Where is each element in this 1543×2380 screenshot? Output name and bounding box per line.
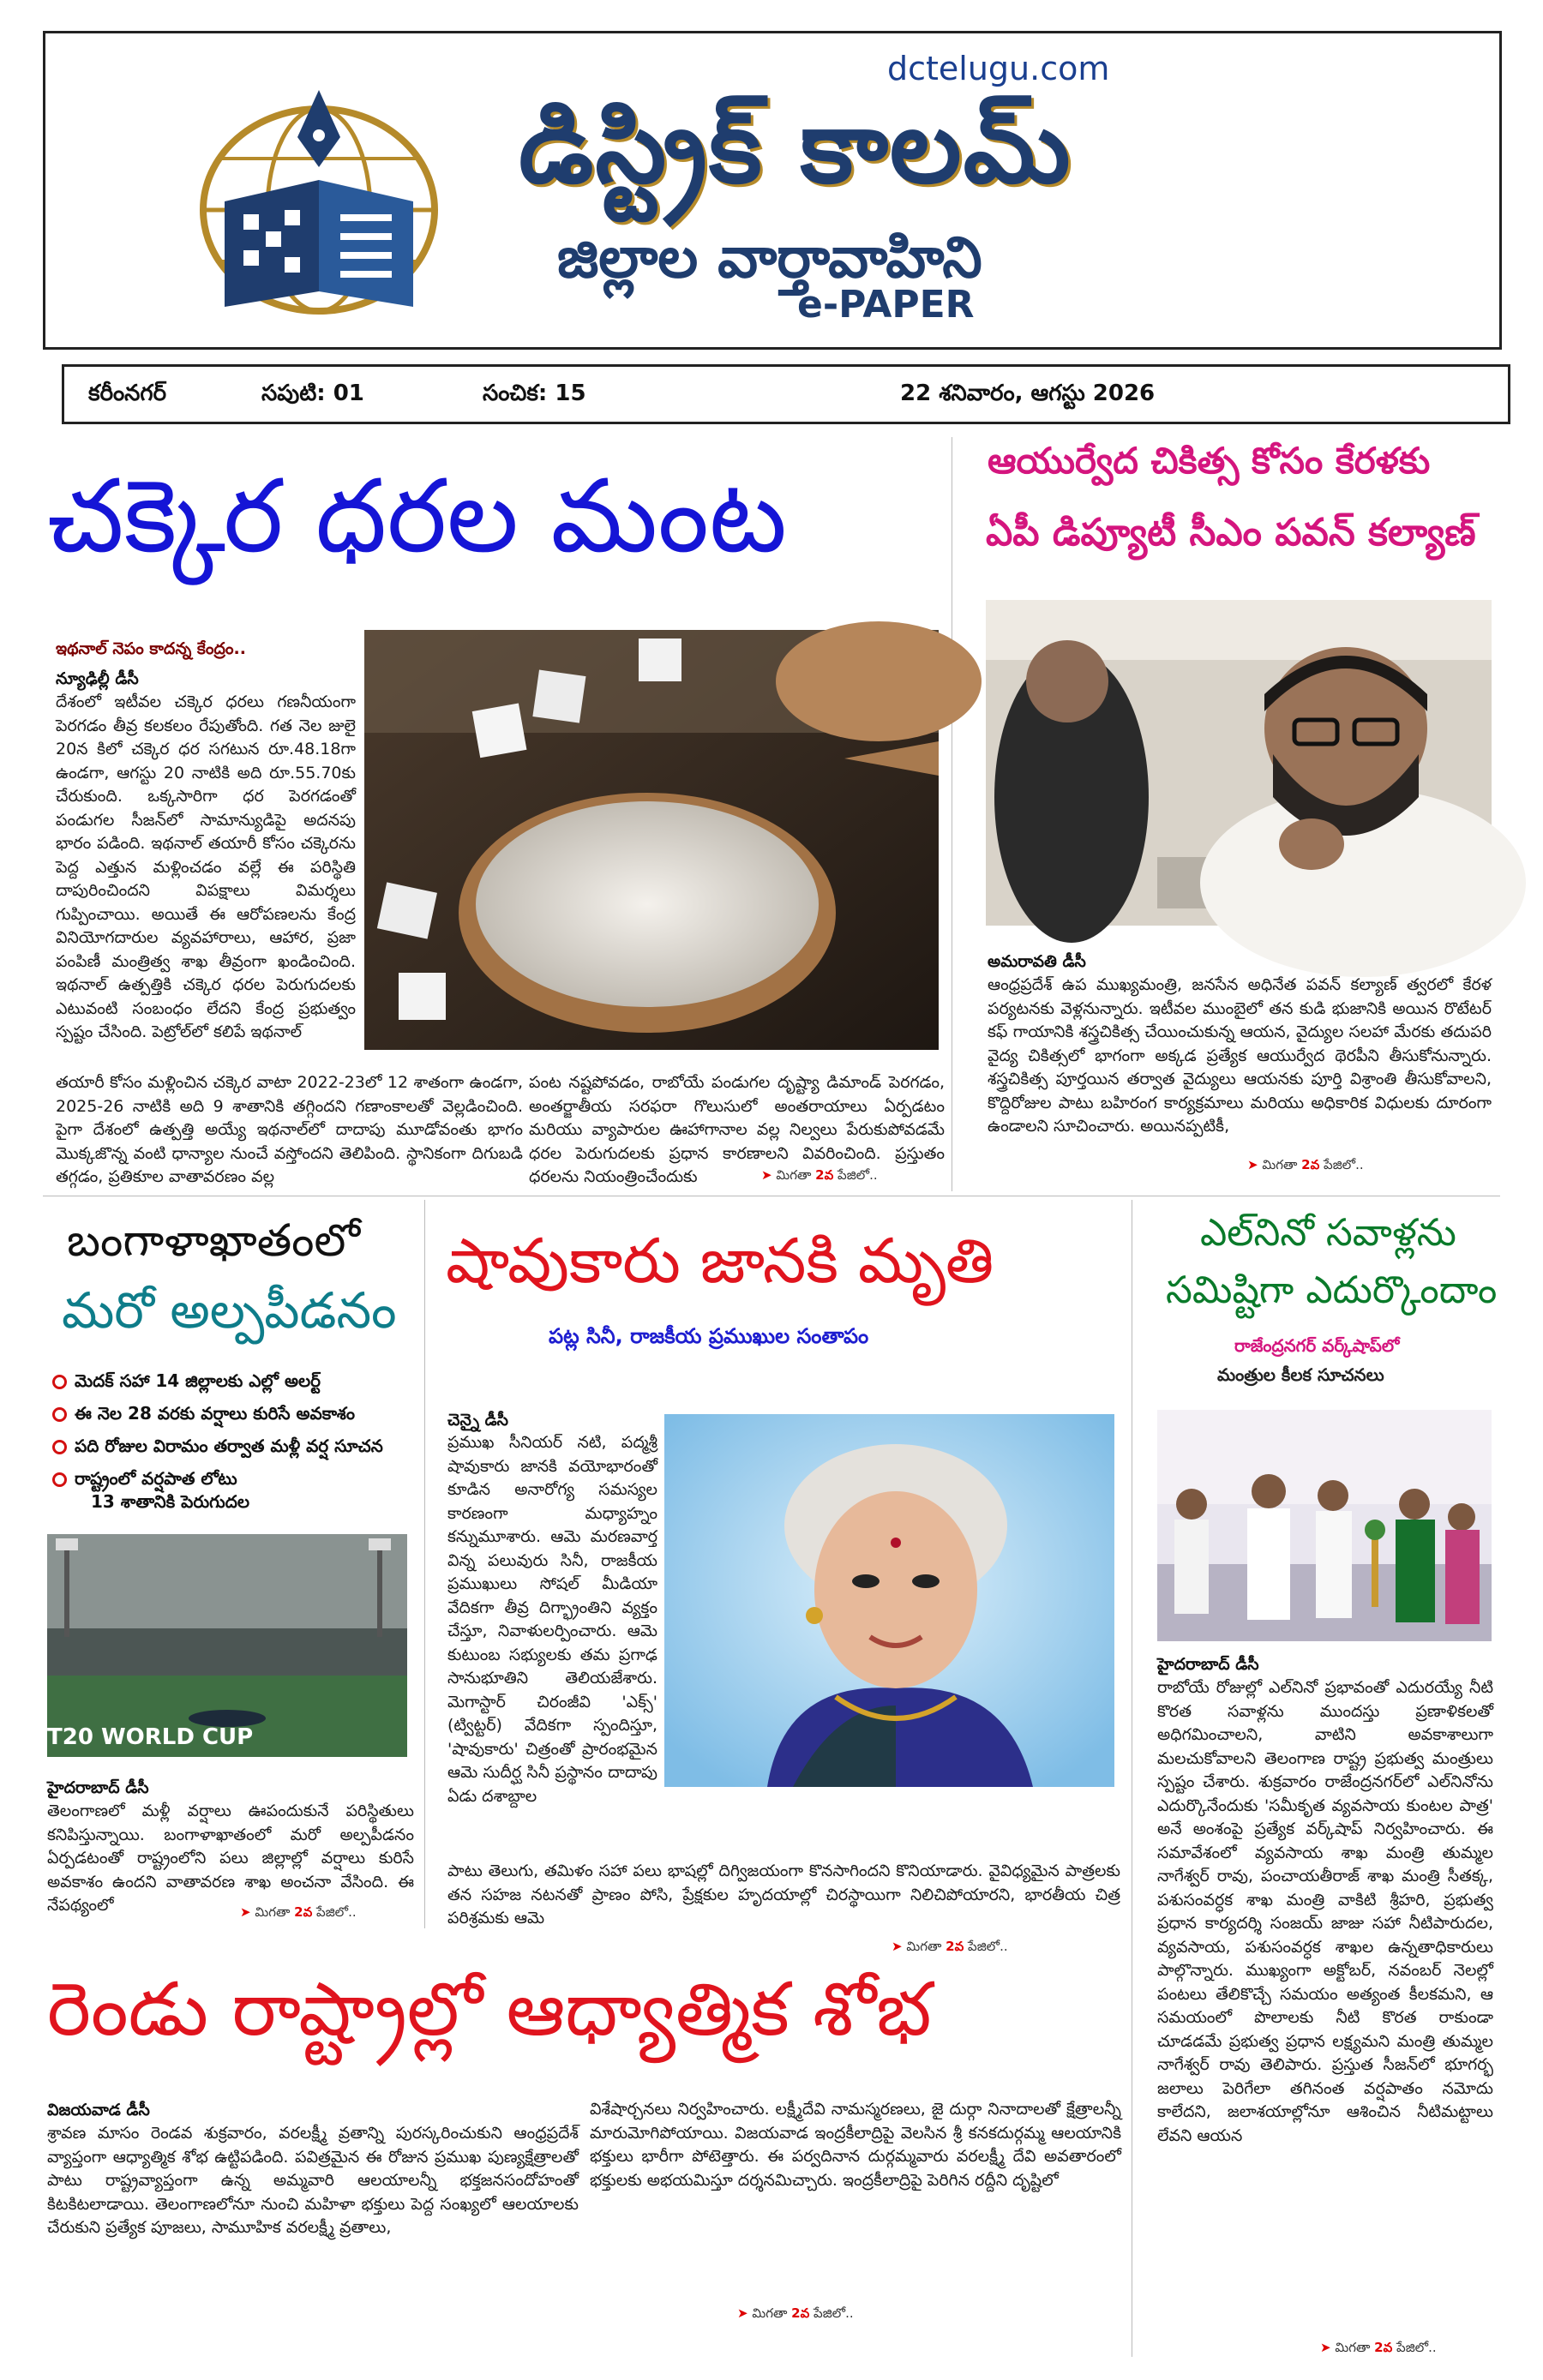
elnino-headline-line1: ఎల్‌నినో సవాళ్లను <box>1200 1211 1456 1255</box>
pawan-kalyan-photo <box>986 600 1492 926</box>
arrow-icon: ➤ <box>240 1904 251 1920</box>
sugar-body-left: దేశంలో ఇటీవల చక్కెర ధరలు గణనీయంగా పెరగడం తీవ్ర కలకలం రేపుతోంది. గత నెల జులై 20న కిలో చక్కెర ధర సగటున రూ.48.18గా ఉండగా, ఆగస్టు 20 నాటికి అది రూ.55.70కు చేరుకుంది. ఒక్కసారిగా ధర పెరగడంతో పండుగల సీజన్‌లో సామాన్యుడిపై అదనపు భారం పడింది. ఇథనాల్ తయారీ కోసం చక్కెరను పెద్ద ఎత్తున మళ్లించడం వల్లే ఈ పరిస్థితి దాపురించిందని విపక్షాలు విమర్శలు గుప్పించాయి. అయితే ఈ ఆరోపణలను కేంద్ర వినియోగదారుల వ్యవహారాలు, ఆహార, ప్రజా పంపిణీ మంత్రిత్వ శాఖ తీవ్రంగా ఖండించింది. ఇథనాల్ ఉత్పత్తికి చక్కెర ధరల పెరుగుదలకు ఎటువంటి సంబంధం లేదని కేంద్ర ప్రభుత్వం స్పష్టం చేసింది. పెట్రోల్‌లో కలిపే ఇథనాల్ <box>56 692 356 1041</box>
arrow-icon: ➤ <box>761 1167 772 1183</box>
bay-bullet-list <box>47 1364 424 1495</box>
pawan-dateline: అమరావతి డీసీ <box>988 952 1086 971</box>
stadium-rain-photo <box>47 1534 407 1757</box>
shavukaru-janaki-portrait-photo <box>664 1414 1114 1787</box>
janaki-headline: షావుకారు జానకి మృతి <box>446 1225 994 1297</box>
bay-bullet: మెదక్ సహా 14 జిల్లాలకు ఎల్లో అలర్ట్ <box>47 1364 424 1397</box>
pawan-headline-line2: ఏపీ డిప్యూటీ సీఎం పవన్ కల్యాణ్ <box>986 511 1476 555</box>
pawan-headline-line1: ఆయుర్వేద చికిత్స కోసం కేరళకు <box>988 440 1431 482</box>
sugar-spoon-photo <box>364 630 939 1050</box>
sugar-kicker: ఇథనాల్ నెపం కాదన్న కేంద్రం.. <box>56 639 246 658</box>
spiritual-headline: రెండు రాష్ట్రాల్లో ఆధ్యాత్మిక శోభ <box>47 1967 932 2053</box>
janaki-subhead: పట్ల సినీ, రాజకీయ ప్రముఖుల సంతాపం <box>549 1324 869 1348</box>
sugar-headline: చక్కెర ధరల మంట <box>47 457 788 575</box>
brand-title: డిస్ట్రిక్ కాలమ్ <box>519 87 1072 206</box>
elnino-continued[interactable]: ➤ మిగతా 2వ పేజిలో.. <box>1320 2340 1437 2355</box>
issue-number: సంచిక: 15 <box>483 381 586 406</box>
bay-headline-line2: మరో అల్పపీడనం <box>62 1281 397 1340</box>
arrow-icon: ➤ <box>1320 2340 1331 2355</box>
sugar-continued[interactable]: ➤ మిగతా 2వ పేజిలో.. <box>761 1167 878 1183</box>
sugar-dateline: న్యూఢిల్లీ డీసీ <box>56 669 139 688</box>
spiritual-dateline: విజయవాడ డీసీ <box>47 2101 150 2119</box>
janaki-body-side: ప్రముఖ సీనియర్ నటి, పద్మశ్రీ షావుకారు జానకి వయోభారంతో కూడిన అనారోగ్య సమస్యల కారణంగా మధ్యాహ్నం కన్నుమూశారు. ఆమె మరణవార్త విన్న పలువురు సినీ, రాజకీయ ప్రముఖులు సోషల్ మీడియా వేదికగా తీవ్ర దిగ్భ్రాంతిని వ్యక్తం చేస్తూ, నివాళులర్పించారు. ఆమె కుటుంబ సభ్యులకు తమ ప్రగాఢ సానుభూతిని తెలియజేశారు. మెగాస్టార్ చిరంజీవి 'ఎక్స్' (ట్విట్టర్) వేదికగా స్పందిస్తూ, 'షావుకారు' చిత్రంతో ప్రారంభమైన ఆమె సుదీర్ఘ సినీ ప్రస్థానం దాదాపు ఏడు దశాబ్దాల <box>447 1433 657 1806</box>
arrow-icon: ➤ <box>1247 1157 1258 1172</box>
bay-bullet: పది రోజుల విరామం తర్వాత మళ్లీ వర్ష సూచన <box>47 1430 424 1462</box>
workshop-ministers-photo <box>1157 1410 1492 1641</box>
column-divider <box>424 1200 425 1928</box>
elnino-subhead-line1: రాజేంద్రనగర్ వర్క్‌షాప్‌లో <box>1234 1335 1400 1356</box>
elnino-body: రాబోయే రోజుల్లో ఎల్‌నినో ప్రభావంతో ఎదురయ్యే నీటి కొరత సవాళ్లను ముందస్తు ప్రణాళికలతో అధిగమించాలని, వాటిని అవకాశాలుగా మలచుకోవాలని తెలంగాణ రాష్ట్ర ప్రభుత్వ మంత్రులు స్పష్టం చేశారు. శుక్రవారం రాజేంద్రనగర్‌లో ఎల్‌నినోను ఎదుర్కొనేందుకు 'సమీకృత వ్యవసాయ కుంటల పాత్ర' అనే అంశంపై ప్రత్యేక వర్క్‌షాప్ నిర్వహించారు. ఈ సమావేశంలో వ్యవసాయ శాఖ మంత్రి తుమ్మల నాగేశ్వర్ రావు, పంచాయతీరాజ్ శాఖ మంత్రి సీతక్క, పశుసంవర్ధక శాఖ మంత్రి వాకిటి శ్రీహరి, ప్రభుత్వ ప్రధాన కార్యదర్శి సంజయ్ జాజు సహా నీటిపారుదల, వ్యవసాయ, పశుసంవర్ధక శాఖల ఉన్నతాధికారులు పాల్గొన్నారు. ముఖ్యంగా అక్టోబర్, నవంబర్ నెలల్లో పంటలు తేలికొచ్చే సమయం అత్యంత కీలకమని, ఆ సమయంలో పొలాలకు నీటి కొరత రాకుండా చూడడమే ప్రభుత్వ ప్రధాన లక్ష్యమని మంత్రి తుమ్మల నాగేశ్వర్ రావు తెలిపారు. ప్రస్తుత సీజన్‌లో భూగర్భ జలాలు పెరిగేలా తగినంత వర్షపాతం నమోదు కాలేదని, జలాశయాల్లోనూ ఆశించిన నీటిమట్టాలు లేవని ఆయన <box>1157 1678 1493 2145</box>
bay-dateline: హైదరాబాద్ డీసీ <box>47 1778 149 1797</box>
site-url[interactable]: dctelugu.com <box>887 50 1110 87</box>
issue-date: 22 శనివారం, ఆగస్టు 2026 <box>900 381 1156 406</box>
volume-number: సపుటి: 01 <box>261 381 364 406</box>
bay-headline-line1: బంగాళాఖాతంలో <box>67 1215 361 1267</box>
bay-bullet-extra: 13 శాతానికి పెరుగుదల <box>91 1491 249 1512</box>
janaki-body-bottom: పాటు తెలుగు, తమిళం సహా పలు భాషల్లో దిగ్విజయంగా కొనసాగిందని కొనియాడారు. వైవిధ్యమైన పాత్రలకు తన సహజ నటనతో ప్రాణం పోసి, ప్రేక్షకుల హృదయాల్లో చిరస్థాయిగా నిలిచిపోయారని, భారతీయ చిత్ర పరిశ్రమకు ఆమె <box>447 1861 1120 1927</box>
elnino-headline-line2: సమిష్టిగా ఎదుర్కొందాం <box>1166 1268 1498 1312</box>
spiritual-body-right: విశేషార్చనలు నిర్వహించారు. లక్ష్మీదేవి నామస్మరణలు, జై దుర్గా నినాదాలతో క్షేత్రాలన్నీ మారుమోగిపోయాయి. విజయవాడ ఇంద్రకీలాద్రిపై వెలసిన శ్రీ కనకదుర్గమ్మ ఆలయానికి భక్తులు భారీగా పోటెత్తారు. ఈ పర్వదినాన దుర్గమ్మవారు వరలక్ష్మీ దేవి అవతారంలో భక్తులకు అభయమిస్తూ దర్శనమిచ్చారు. ఇంద్రకీలాద్రిపై పెరిగిన రద్దీని దృష్టిలో <box>590 2100 1121 2190</box>
bay-continued[interactable]: ➤ మిగతా 2వ పేజిలో.. <box>240 1904 357 1920</box>
arrow-icon: ➤ <box>892 1939 903 1954</box>
sugar-body-bottom-left: తయారీ కోసం మళ్లించిన చక్కెర వాటా 2022-23లో 12 శాతంగా ఉండగా, 2025-26 నాటికి అది 9 శాతానికి తగ్గిందని గణాంకాలతో వెల్లడించింది. పైగా దేశంలో ఉత్పత్తి అయ్యే ఇథనాల్‌లో దాదాపు మూడోవంతు భాగం మొక్కజొన్న వంటి ధాన్యాల నుంచే వస్తోందని తెలిపింది. స్థానికంగా దిగుబడి తగ్గడం, ప్రతికూల వాతావరణం వల్ల <box>56 1073 523 1186</box>
issue-info-bar <box>62 364 1510 424</box>
logo-globe-book-pen-icon <box>190 86 447 317</box>
stadium-illustration <box>47 1534 407 1757</box>
sugar-body-bottom-right: పంట నష్టపోవడం, రాబోయే పండుగల దృష్ట్యా డిమాండ్ పెరగడం, అంతర్జాతీయ సరఫరా గొలుసులో అంతరాయాలు ఏర్పడటం మరియు వ్యాపారుల ఊహాగానాల వల్ల నిల్వలు పేరుకుపోవడమే ధరల పెరుగుదలకు ప్రధాన కారణాలని వివరించింది. ప్రస్తుతం ధరలను నియంత్రించేందుకు <box>529 1073 945 1186</box>
world-cup-banner-text: T20 WORLD CUP <box>47 1724 254 1750</box>
edition-label: e-PAPER <box>797 283 975 327</box>
elnino-dateline: హైదరాబాద్ డీసీ <box>1157 1655 1259 1674</box>
bay-bullet: ఈ నెల 28 వరకు వర్షాలు కురిసే అవకాశం <box>47 1397 424 1430</box>
edition-city: కరీంనగర్ <box>88 381 167 406</box>
bay-bullet: రాష్ట్రంలో వర్షపాత లోటు <box>47 1462 424 1495</box>
arrow-icon: ➤ <box>737 2305 748 2321</box>
elnino-subhead-line2: మంత్రుల కీలక సూచనలు <box>1217 1364 1384 1385</box>
pawan-continued[interactable]: ➤ మిగతా 2వ పేజిలో.. <box>1247 1157 1364 1172</box>
spiritual-continued[interactable]: ➤ మిగతా 2వ పేజిలో.. <box>737 2305 854 2321</box>
bay-body: తెలంగాణలో మళ్లీ వర్షాలు ఊపందుకునే పరిస్థితులు కనిపిస్తున్నాయి. బంగాళాఖాతంలో మరో అల్పపీడనం ఏర్పడటంతో రాష్ట్రంలోని పలు జిల్లాల్లో వర్షాలు కురిసే అవకాశం ఉందని వాతావరణ శాఖ అంచనా వేసింది. ఈ నేపథ్యంలో <box>47 1801 414 1915</box>
janaki-dateline: చెన్నై డీసీ <box>447 1411 509 1430</box>
pawan-body: ఆంధ్రప్రదేశ్ ఉప ముఖ్యమంత్రి, జనసేన అధినేత పవన్ కల్యాణ్ త్వరలో కేరళ పర్యటనకు వెళ్లనున్నారు. ఇటీవల ముంబైలో తన కుడి భుజానికి అయిన రొటేటర్ కఫ్ గాయానికి శస్త్రచికిత్స చేయించుకున్న ఆయన, వైద్యుల సలహా మేరకు తదుపరి వైద్య చికిత్సలో భాగంగా అక్కడ ప్రత్యేక ఆయుర్వేద థెరపీని తీసుకోనున్నారు. శస్త్రచికిత్స పూర్తయిన తర్వాత వైద్యులు ఆయనకు పూర్తి విశ్రాంతి తీసుకోవాలని, కొద్దిరోజుల పాటు బహిరంగ కార్యక్రమాలు మరియు అధికారిక విధులకు దూరంగా ఉండాలని సూచించారు. అయినప్పటికీ, <box>988 975 1492 1136</box>
spiritual-body-left: శ్రావణ మాసం రెండవ శుక్రవారం, వరలక్ష్మీ వ్రతాన్ని పురస్కరించుకుని ఆంధ్రప్రదేశ్ వ్యాప్తంగా ఆధ్యాత్మిక శోభ ఉట్టిపడింది. పవిత్రమైన ఈ రోజున ప్రముఖ పుణ్యక్షేత్రాలతో పాటు రాష్ట్రవ్యాప్తంగా ఉన్న అమ్మవారి ఆలయాలన్నీ భక్తజనసందోహంతో కిటకిటలాడాయి. తెలంగాణలోనూ నుంచి మహిళా భక్తులు పెద్ద సంఖ్యలో ఆలయాలకు చేరుకుని ప్రత్యేక పూజలు, సామూహిక వరలక్ష్మీ వ్రతాలు, <box>47 2124 579 2237</box>
janaki-continued[interactable]: ➤ మిగతా 2వ పేజిలో.. <box>892 1939 1008 1954</box>
brand-subtitle: జిల్లాల వార్తావాహిని <box>557 225 982 291</box>
